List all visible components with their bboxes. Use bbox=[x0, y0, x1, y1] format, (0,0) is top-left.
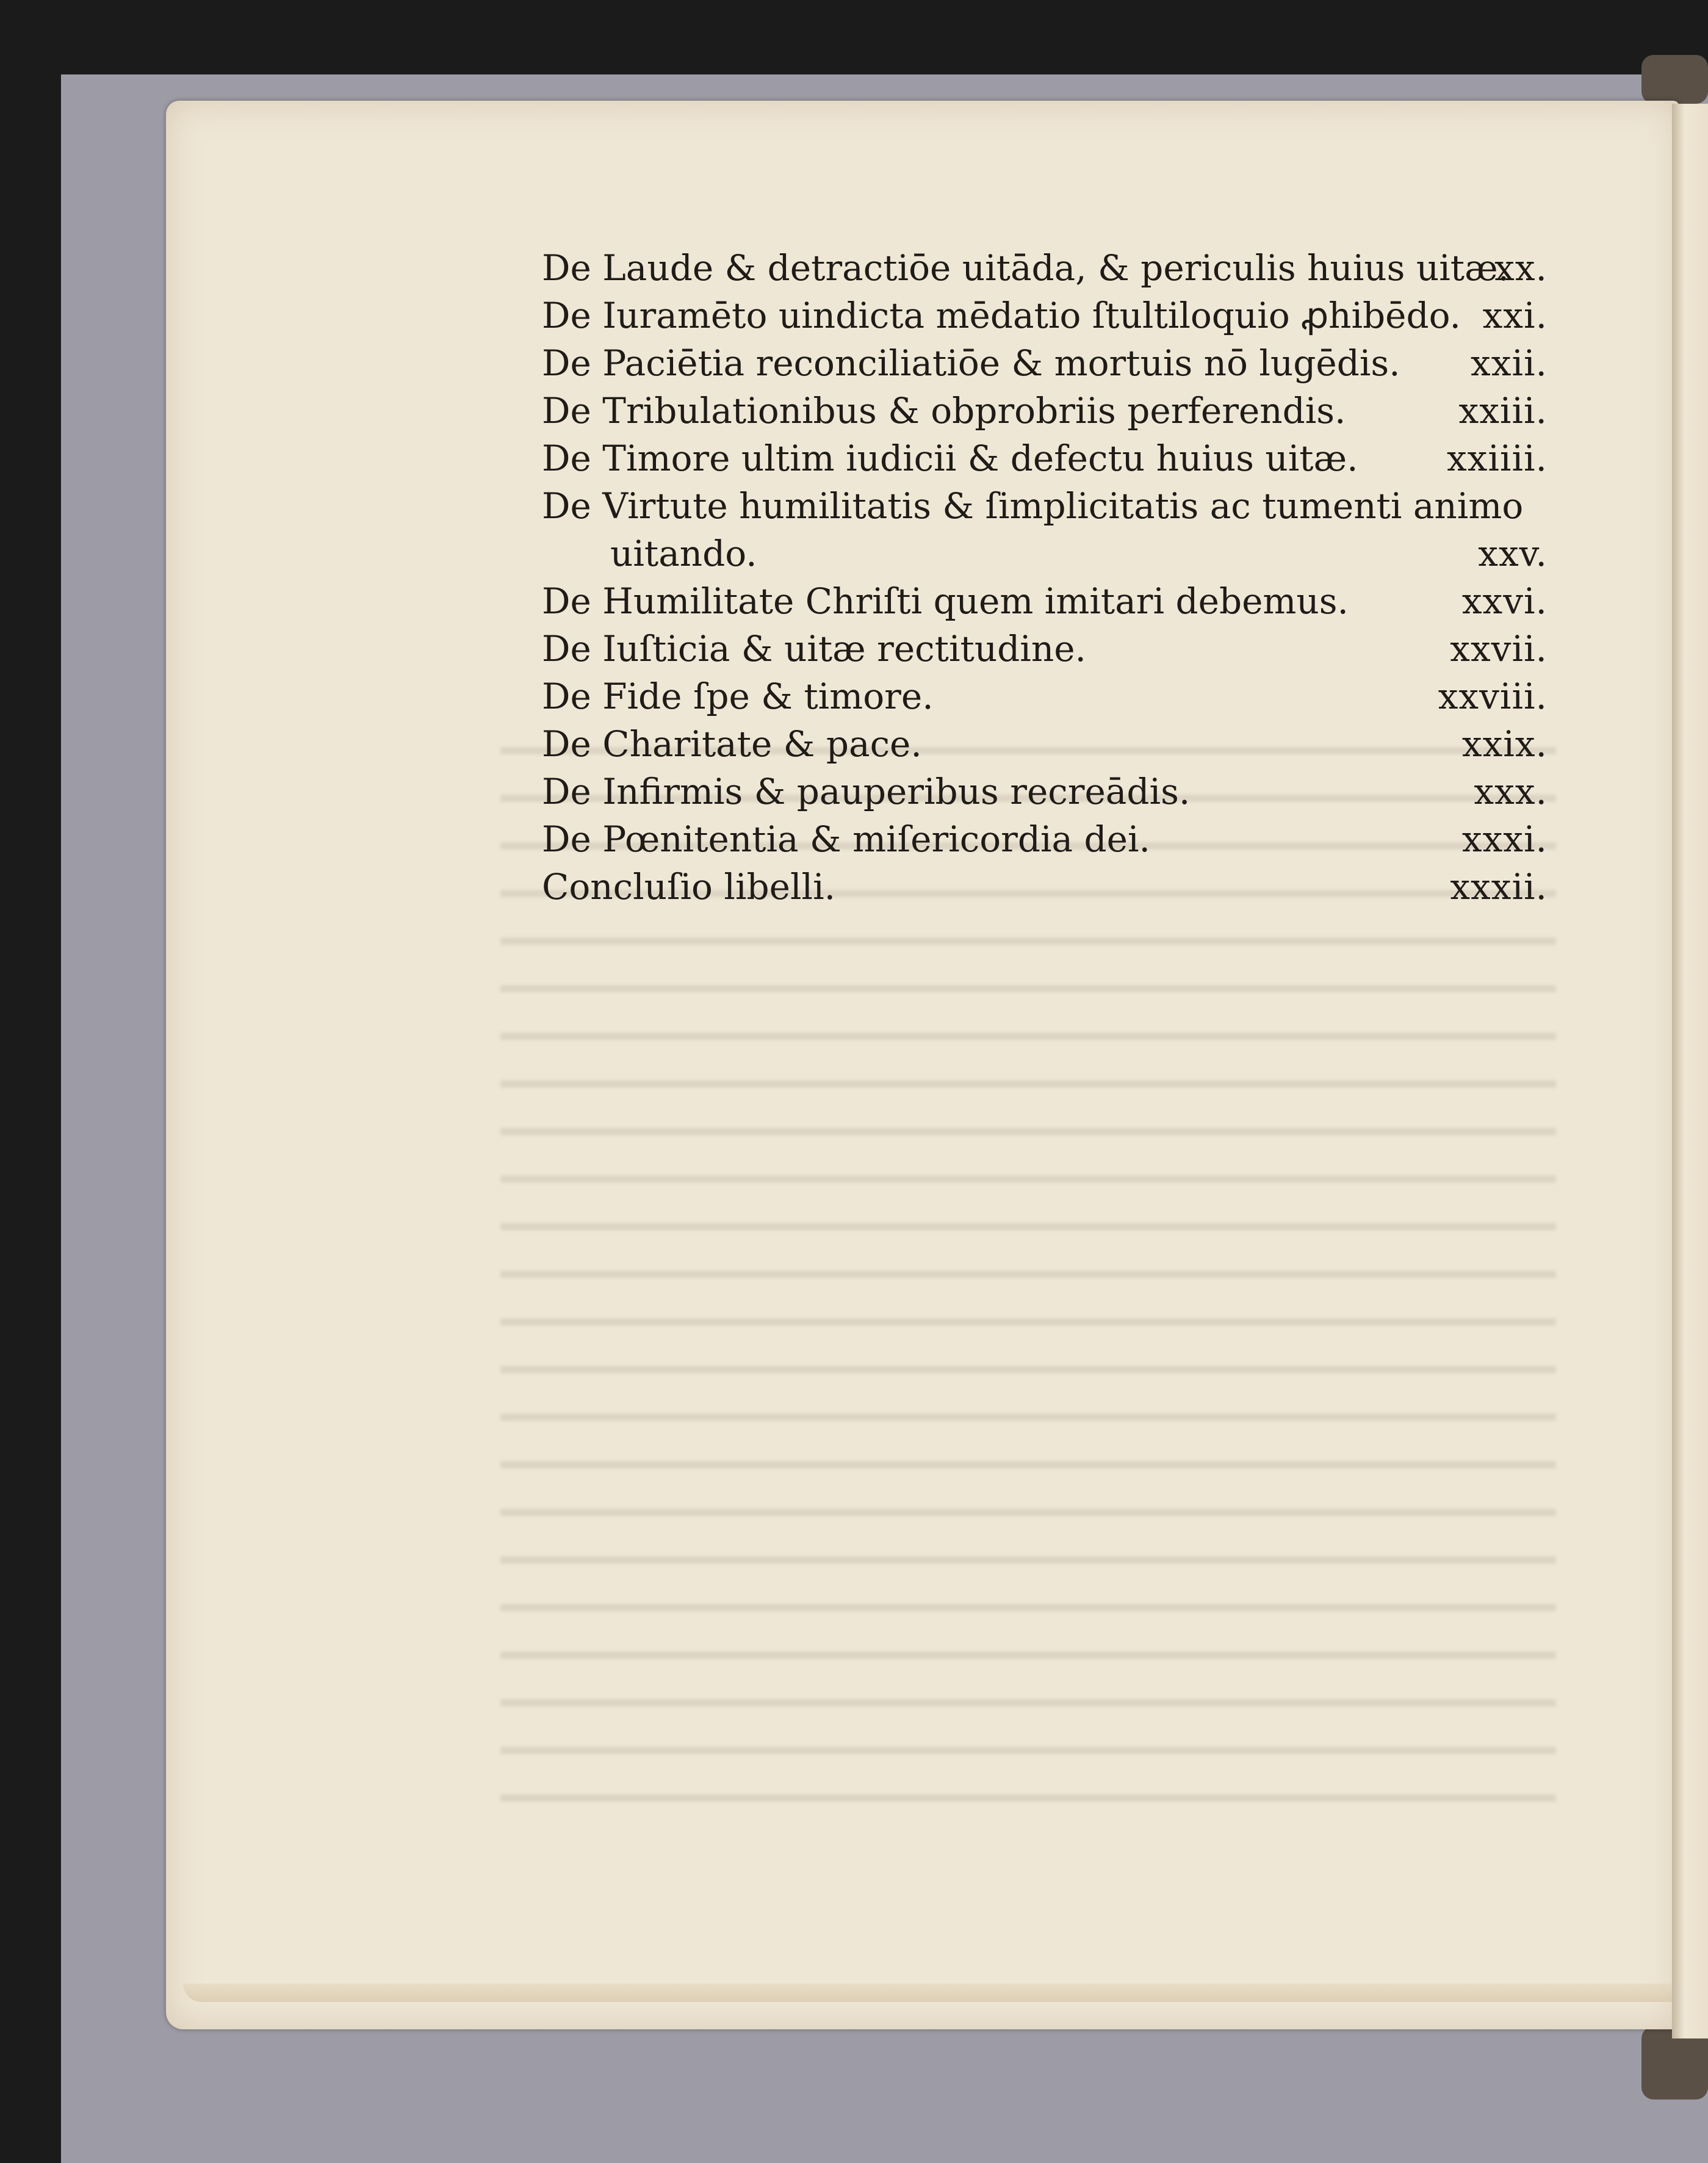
toc-entry bbox=[542, 768, 1548, 815]
toc-entry bbox=[542, 435, 1548, 482]
toc-entry-chapter: xxix. bbox=[1461, 723, 1548, 765]
toc-entry bbox=[542, 292, 1548, 339]
toc-entry bbox=[542, 339, 1548, 387]
toc-entry bbox=[542, 815, 1548, 863]
toc-entry-chapter: xxi. bbox=[1482, 295, 1548, 336]
toc-entry-chapter: xxv. bbox=[1478, 533, 1548, 574]
toc-entry-chapter: xxx. bbox=[1474, 771, 1548, 812]
toc-entry bbox=[542, 863, 1548, 911]
toc-entry bbox=[542, 482, 1548, 530]
toc-entry-title: De Paciētia reconciliatiōe & mortuis nō lugēdis. bbox=[542, 342, 1400, 384]
toc-entry-title: De Laude & detractiōe uitāda, & periculis huius uitæ. bbox=[542, 247, 1510, 289]
toc-entry-continuation bbox=[542, 530, 1548, 577]
toc-entry-title: Concluſio libelli. bbox=[542, 866, 836, 908]
toc-entry-chapter: xx. bbox=[1494, 247, 1548, 289]
toc-entry bbox=[542, 720, 1548, 768]
toc-entry-chapter: xxvii. bbox=[1450, 628, 1548, 670]
toc-entry-chapter: xxxii. bbox=[1450, 866, 1548, 908]
toc-entry-chapter: xxviii. bbox=[1438, 676, 1548, 717]
toc-entry bbox=[542, 244, 1548, 292]
toc-entry-title: De Humilitate Chriſti quem imitari debemus. bbox=[542, 580, 1349, 622]
toc-entry-title: De Timore ultim iudicii & defectu huius uitæ. bbox=[542, 438, 1358, 479]
toc-entry-title: De Iuramēto uindicta mēdatio ſtultiloquio ꝓhibēdo. bbox=[542, 295, 1461, 336]
toc-entry-title: De Pœnitentia & miſericordia dei. bbox=[542, 818, 1150, 860]
binding-thread-top bbox=[1641, 55, 1708, 104]
toc-entry bbox=[542, 625, 1548, 673]
toc-entry-chapter: xxii. bbox=[1471, 342, 1548, 384]
toc-entry-title: De Fide ſpe & timore. bbox=[542, 676, 934, 717]
toc-entry-title: De Charitate & pace. bbox=[542, 723, 922, 765]
toc-entry bbox=[542, 673, 1548, 720]
toc-entry-chapter: xxiiii. bbox=[1446, 438, 1548, 479]
toc-entry-title: De Virtute humilitatis & ſimplicitatis ac tumenti animo bbox=[542, 485, 1524, 527]
toc-entry-title: De Tribulationibus & obprobriis perferendis. bbox=[542, 390, 1346, 432]
toc-entry-title: De Infirmis & pauperibus recreādis. bbox=[542, 771, 1191, 812]
toc-entry-title: uitando. bbox=[610, 533, 757, 574]
toc-entry-title: De Iuſticia & uitæ rectitudine. bbox=[542, 628, 1086, 670]
toc-entry-chapter: xxvi. bbox=[1461, 580, 1548, 622]
table-of-contents bbox=[542, 244, 1548, 911]
toc-entry-chapter: xxxi. bbox=[1461, 818, 1548, 860]
toc-entry-chapter: xxiii. bbox=[1458, 390, 1548, 432]
toc-entry bbox=[542, 387, 1548, 435]
toc-entry bbox=[542, 577, 1548, 625]
facing-page-edge bbox=[1672, 104, 1708, 2038]
page-edge bbox=[183, 1984, 1678, 2002]
